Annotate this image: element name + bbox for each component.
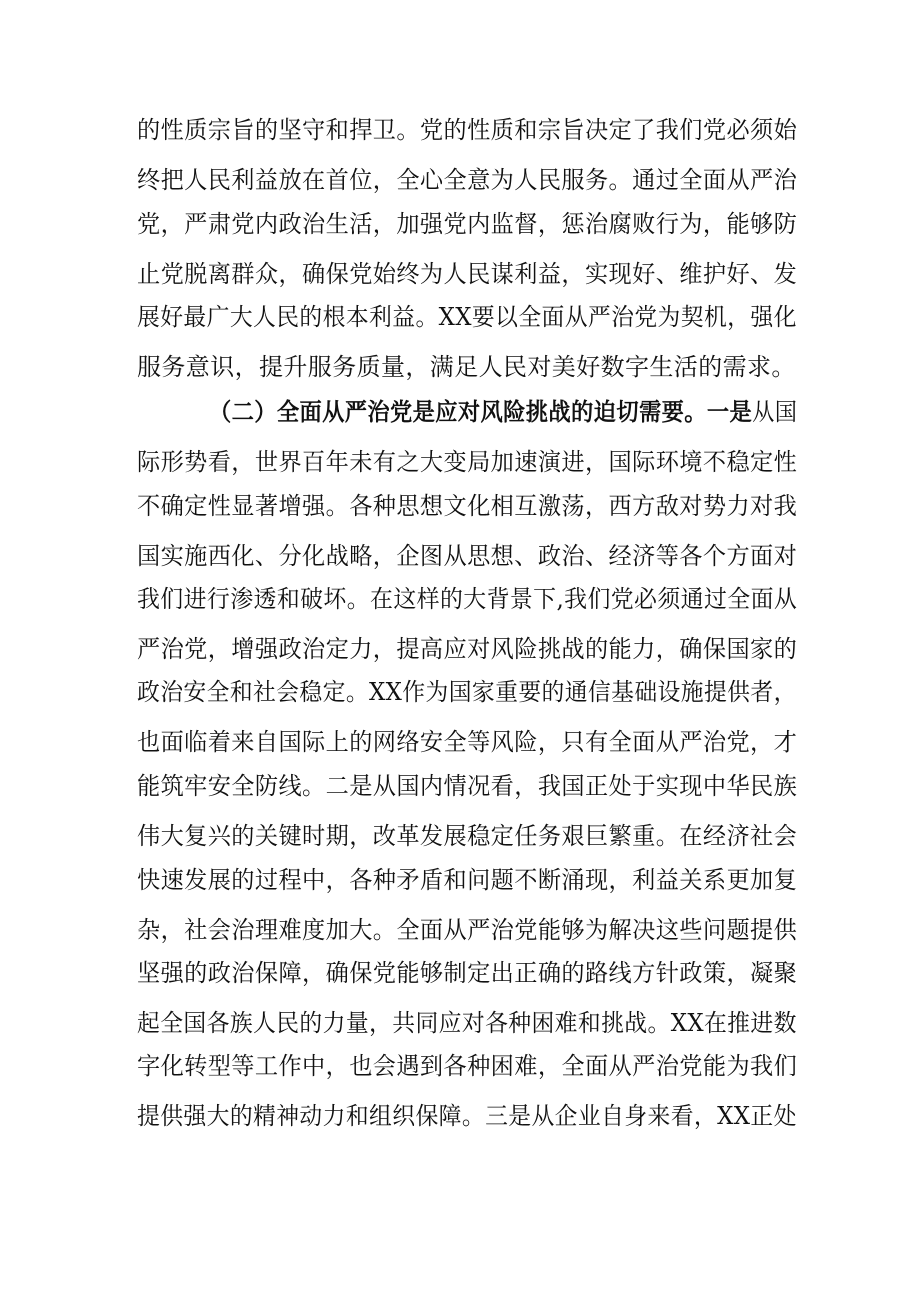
line-text: 提供强大的精神动力和组织保障。三是从企业自身来看，XX正处 xyxy=(137,1102,797,1130)
line-text: 我们进行渗透和破坏。在这样的大背景下,我们党必须通过全面从 xyxy=(137,585,798,613)
line-text: 止党脱离群众，确保党始终为人民谋利益，实现好、维护好、发 xyxy=(137,260,798,288)
text-line xyxy=(137,352,796,382)
text-line xyxy=(137,771,797,801)
line-text: 不确定性显著增强。各种思想文化相互激荡，西方敌对势力对我 xyxy=(137,492,798,520)
text-line xyxy=(137,115,797,145)
line-text: 的性质宗旨的坚守和捍卫。党的性质和宗旨决定了我们党必须始 xyxy=(137,116,798,144)
line-text: 也面临着来自国际上的网络安全等风险，只有全面从严治党，才 xyxy=(137,728,798,756)
text-line xyxy=(137,541,797,571)
text-line xyxy=(137,958,797,988)
line-text: 起全国各族人民的力量，共同应对各种困难和挑战。XX在推进数 xyxy=(137,1009,797,1037)
line-text: 从国 xyxy=(752,398,798,426)
bold-heading-text: （二）全面从严治党是应对风险挑战的迫切需要。一是 xyxy=(209,397,753,426)
text-line xyxy=(137,584,797,614)
line-text: 服务意识，提升服务质量，满足人民对美好数字生活的需求。 xyxy=(137,353,796,381)
line-text: 字化转型等工作中，也会遇到各种困难，全面从严治党能为我们 xyxy=(137,1052,798,1080)
line-text: 终把人民利益放在首位，全心全意为人民服务。通过全面从严治 xyxy=(137,166,798,194)
line-text: 展好最广大人民的根本利益。XX要以全面从严治党为契机，强化 xyxy=(137,303,797,331)
line-text: 快速发展的过程中，各种矛盾和问题不断涌现，利益关系更加复 xyxy=(137,866,798,894)
text-line xyxy=(137,634,797,664)
text-line xyxy=(137,727,797,757)
text-line xyxy=(137,677,797,707)
text-line xyxy=(137,165,797,195)
text-line xyxy=(137,209,797,239)
text-line xyxy=(137,915,797,945)
text-line xyxy=(137,1051,797,1081)
line-text: 坚强的政治保障，确保党能够制定出正确的路线方针政策，凝聚 xyxy=(137,959,798,987)
text-line xyxy=(137,302,797,332)
text-line xyxy=(137,1101,797,1131)
line-text: 杂，社会治理难度加大。全面从严治党能够为解决这些问题提供 xyxy=(137,916,798,944)
line-text: 党，严肃党内政治生活，加强党内监督，惩治腐败行为，能够防 xyxy=(137,210,798,238)
line-text: 能筑牢安全防线。二是从国内情况看，我国正处于实现中华民族 xyxy=(137,772,798,800)
text-line xyxy=(209,397,797,427)
text-line xyxy=(137,821,797,851)
text-line xyxy=(137,1008,797,1038)
text-line xyxy=(137,259,797,289)
line-text: 伟大复兴的关键时期，改革发展稳定任务艰巨繁重。在经济社会 xyxy=(137,822,798,850)
text-line xyxy=(137,447,797,477)
line-text: 严治党，增强政治定力，提高应对风险挑战的能力，确保国家的 xyxy=(137,635,798,663)
text-line xyxy=(137,865,797,895)
line-text: 国实施西化、分化战略，企图从思想、政治、经济等各个方面对 xyxy=(137,542,798,570)
line-text: 际形势看，世界百年未有之大变局加速演进，国际环境不稳定性 xyxy=(137,448,798,476)
text-line xyxy=(137,491,797,521)
line-text: 政治安全和社会稳定。XX作为国家重要的通信基础设施提供者， xyxy=(137,678,797,706)
